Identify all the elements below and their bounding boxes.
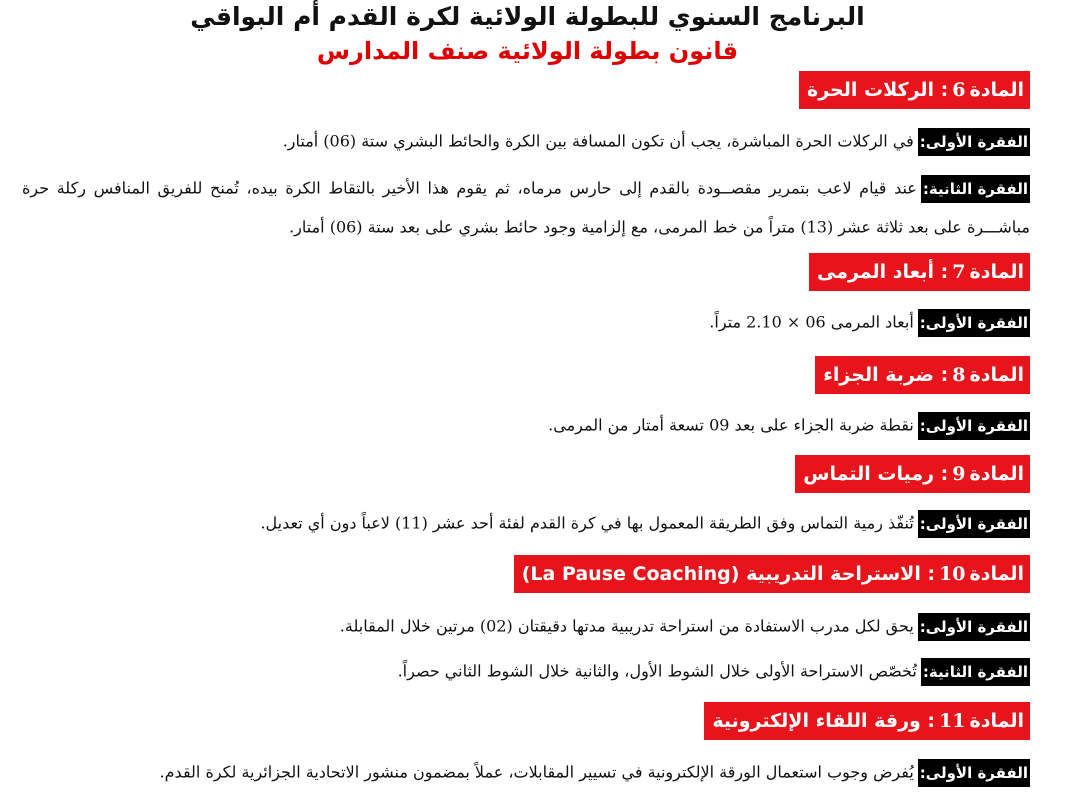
article-6-heading: [799, 71, 1030, 109]
paragraph-text: نقطة ضربة الجزاء على بعد 09 تسعة أمتار من المرمى.: [548, 415, 914, 435]
article-title: : رميات التماس: [803, 463, 949, 485]
article-number: 6: [952, 79, 966, 101]
paragraph-text: تُنفّذ رمية التماس وفق الطريقة المعمول بها في كرة القدم لفئة أحد عشر (11) لاعباً دون أي تعديل.: [260, 513, 914, 533]
article-label: المادة: [969, 463, 1024, 485]
article-label: المادة: [969, 261, 1024, 283]
paragraph-text: يحق لكل مدرب الاستفادة من استراحة تدريبية مدتها دقيقتان (02) مرتين خلال المقابلة.: [339, 616, 914, 636]
article-10-paragraph-2: [398, 654, 1030, 689]
article-label: المادة: [969, 710, 1024, 732]
article-number: 7: [952, 261, 966, 283]
paragraph-text: تُخصّص الاستراحة الأولى خلال الشوط الأول، والثانية خلال الشوط الثاني حصراً.: [397, 661, 917, 681]
article-number: 8: [952, 364, 966, 386]
paragraph-badge: الفقرة الأولى:: [918, 309, 1030, 337]
article-8-paragraph-1: [548, 408, 1030, 443]
paragraph-text: عند قيام لاعب بتمرير مقصــودة بالقدم إلى حارس مرماه، ثم يقوم هذا الأخير بالتقاط الكرة بيده، تُمنح للفريق المنافس ركلة حرة مباشـــرة على بعد ثلاثة عشر (13) متراً من خط المرمى، مع إلزامية وجود حائط بشري على بعد ستة (06) أمتار.: [22, 178, 1030, 236]
document-title: البرنامج السنوي للبطولة الولائية لكرة القدم أم البواقي: [190, 2, 865, 31]
paragraph-text: في الركلات الحرة المباشرة، يجب أن تكون المسافة بين الكرة والحائط البشري ستة (06) أمتار.: [282, 131, 914, 151]
article-number: 10: [939, 563, 966, 585]
article-title: : ورقة اللقاء الإلكترونية: [712, 710, 936, 732]
article-9-heading: [795, 455, 1030, 493]
paragraph-badge: الفقرة الثانية:: [921, 658, 1030, 686]
article-9-paragraph-1: [260, 506, 1030, 541]
article-title: : الركلات الحرة: [807, 79, 949, 101]
article-label: المادة: [969, 563, 1024, 585]
article-8-heading: [815, 356, 1030, 394]
paragraph-badge: الفقرة الأولى:: [918, 412, 1030, 440]
article-11-paragraph-1: [160, 755, 1030, 790]
paragraph-badge: الفقرة الأولى:: [918, 510, 1030, 538]
paragraph-badge: الفقرة الثانية:: [921, 175, 1030, 203]
article-6-paragraph-2: [22, 169, 1030, 246]
paragraph-badge: الفقرة الأولى:: [918, 759, 1030, 787]
article-title: : ضربة الجزاء: [823, 364, 949, 386]
paragraph-text: يُفرض وجوب استعمال الورقة الإلكترونية في تسيير المقابلات، عملاً بمضمون منشور الاتحادية الجزائرية لكرة القدم.: [159, 762, 914, 782]
article-6-paragraph-1: [283, 124, 1030, 159]
article-label: المادة: [969, 79, 1024, 101]
paragraph-badge: الفقرة الأولى:: [918, 128, 1030, 156]
article-title: : أبعاد المرمى: [816, 261, 949, 283]
paragraph-badge: الفقرة الأولى:: [918, 613, 1030, 641]
document-subtitle: قانون بطولة الولائية صنف المدارس: [316, 37, 739, 65]
article-10-heading: [514, 555, 1030, 593]
article-7-heading: [809, 253, 1030, 291]
article-number: 11: [939, 710, 966, 732]
paragraph-text: أبعاد المرمى 06 × 2.10 متراً.: [709, 312, 914, 332]
article-10-paragraph-1: [340, 609, 1030, 644]
article-title: : الاستراحة التدريبية (La Pause Coaching): [521, 563, 936, 585]
article-7-paragraph-1: [709, 305, 1030, 340]
article-label: المادة: [969, 364, 1024, 386]
article-number: 9: [952, 463, 966, 485]
article-11-heading: [704, 702, 1030, 740]
